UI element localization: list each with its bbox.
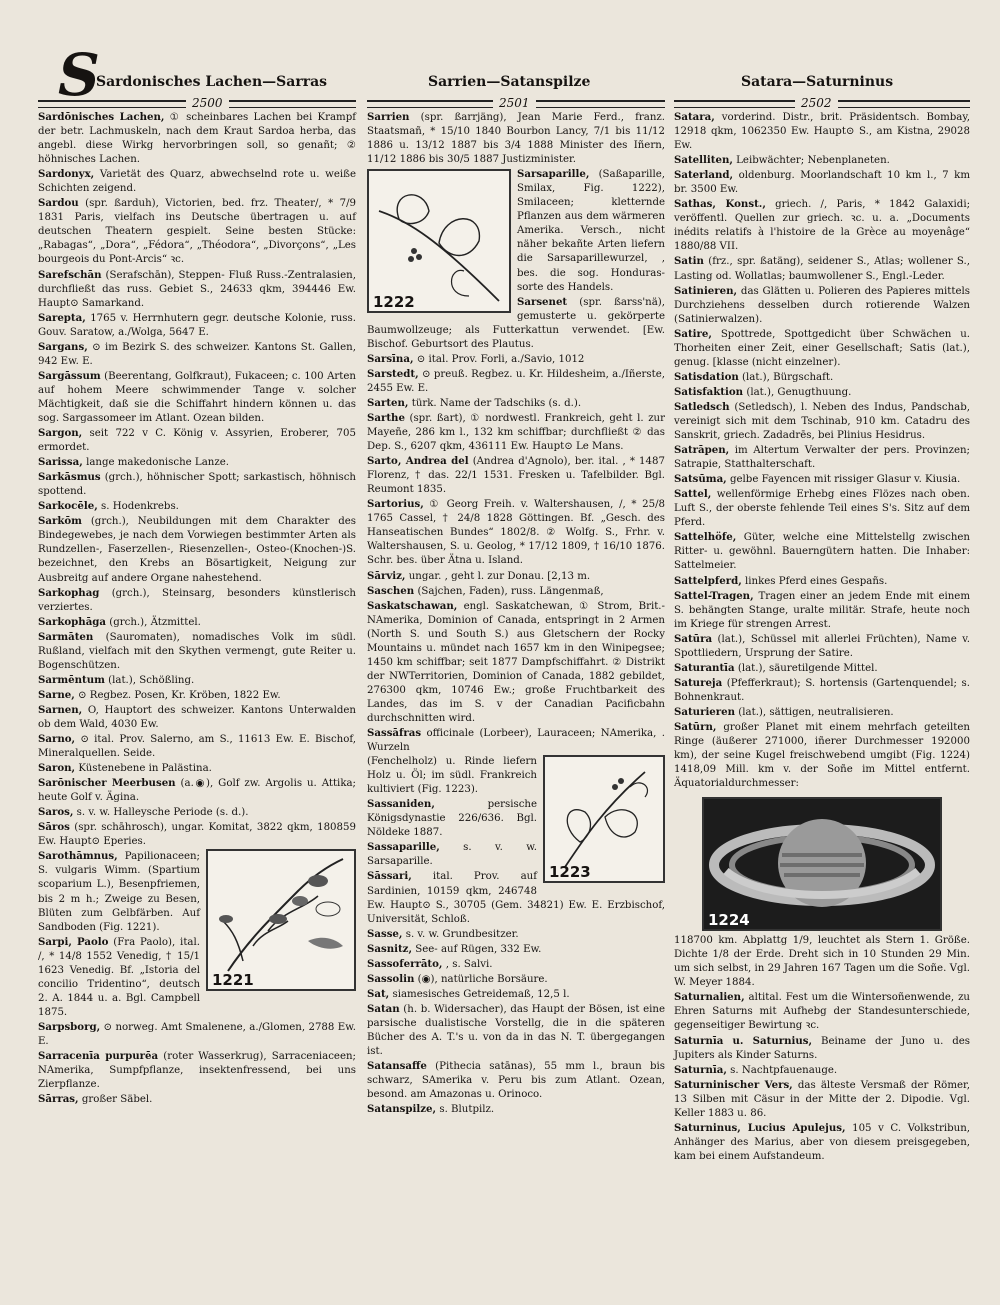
entry-headword: Satansaffe bbox=[367, 1060, 427, 1073]
entry-text: (frz., spr. ßatäng), seidener S., Atlas; wollener S., Lasting od. Wollatlas; baumwollener S., Engl.-Leder. bbox=[674, 256, 970, 282]
dictionary-entry bbox=[38, 805, 356, 820]
entry-headword: Satinieren, bbox=[674, 284, 738, 297]
dictionary-entry bbox=[674, 574, 970, 589]
dictionary-entry bbox=[674, 720, 970, 791]
entry-headword: Sārras, bbox=[38, 1093, 79, 1106]
dictionary-entry bbox=[674, 1063, 970, 1078]
entry-text: (a.◉), Golf zw. Argolis u. Attika; heute Golf v. Ägina. bbox=[38, 778, 356, 804]
dictionary-entry bbox=[367, 957, 665, 972]
broom-plant-illustration bbox=[208, 851, 354, 989]
entry-headword: Sardōnisches Lachen, bbox=[38, 111, 165, 123]
entry-headword: Satelliten, bbox=[674, 154, 733, 167]
entry-headword: Sattel-Tragen, bbox=[674, 589, 754, 602]
column-middle bbox=[367, 110, 665, 1117]
entry-text: ⊙ Regbez. Posen, Kr. Kröben, 1822 Ew. bbox=[78, 689, 281, 701]
column-left bbox=[38, 110, 356, 1107]
saturn-illustration bbox=[704, 799, 940, 929]
dictionary-entry bbox=[367, 110, 665, 167]
entry-headword: Satan bbox=[367, 1002, 400, 1015]
entry-text: (Beerentang, Golfkraut), Fukaceen; c. 100 Arten auf hohem Meere schwimmender Tange v. solcher Mächtigkeit, daß sie die Schiffahrt hindern können u. das sog. Sargassomeer im Atlant. Ozean bilden. bbox=[38, 370, 356, 424]
entry-text: s. Nachtpfauenauge. bbox=[730, 1064, 838, 1076]
entry-headword: Sarsaparille, bbox=[517, 168, 590, 181]
entry-text: (Sajchen, Faden), russ. Längenmaß, bbox=[417, 585, 604, 597]
dictionary-entry bbox=[674, 197, 970, 254]
entry-text: , s. Salvi. bbox=[445, 958, 493, 970]
dictionary-entry bbox=[674, 370, 970, 385]
dictionary-entry bbox=[674, 530, 970, 573]
dictionary-entry bbox=[38, 820, 356, 849]
dictionary-entry bbox=[367, 599, 665, 726]
entry-headword: Sardonyx, bbox=[38, 168, 95, 181]
entry-text: (lat.), Schüssel mit allerlei Früchten), Name v. Spottliedern, Ursprung der Satire. bbox=[674, 633, 970, 659]
entry-headword: Sarissa, bbox=[38, 456, 83, 469]
entry-text: das Glätten u. Polieren des Papieres mittels Durchziehens desselben durch rotierende Walzen (Satinierwalzen). bbox=[674, 285, 970, 325]
dictionary-entry bbox=[674, 1034, 970, 1063]
dictionary-entry bbox=[367, 1102, 665, 1117]
dictionary-entry bbox=[367, 972, 665, 987]
entry-headword: Sardou bbox=[38, 197, 79, 210]
entry-text: ① Georg Freih. v. Waltershausen, /, * 25/8 1765 Cassel, † 24/8 1828 Göttingen. Bf. „Gesch. des Hanseatischen Bundes“ 1802/8. ② Wolfg. S., Frhr. v. Waltershausen, S. u. Geolog, * 17/12 1809, † 16/10 1876. Schr. bes. über Ätna u. Island. bbox=[367, 499, 665, 567]
entry-text: 118700 km. Abplattg 1/9, leuchtet als Stern 1. Größe. Dichte 1/8 der Erde. Dreht sich in 10 Stunden 29 Min. um sich selbst, in 29 Jahren 167 Tagen um die Soñe. Vgl. W. Meyer 1884. bbox=[674, 935, 970, 989]
dictionary-entry bbox=[674, 284, 970, 327]
entry-text: großer Planet mit einem mehrfach geteilten Ringe (äußerer 271000, iñerer Durchmesser 192000 km), der seine Kugel freischwebend umgibt (Fig. 1224) 1418,09 Mill. km v. der Soñe im Mittel entfernt. Äquatorialdurchmesser: bbox=[674, 721, 970, 790]
entry-headword: Saron, bbox=[38, 762, 76, 775]
dictionary-entry bbox=[38, 703, 356, 732]
entry-headword: Satrāpen, bbox=[674, 444, 730, 457]
entry-headword: Sattel, bbox=[674, 488, 712, 501]
entry-text: gelbe Fayencen mit rissiger Glasur v. Kiusia. bbox=[729, 474, 961, 486]
entry-headword: Sasse, bbox=[367, 927, 403, 940]
entry-text: (h. b. Widersacher), das Haupt der Bösen, ist eine parsische dualistische Vorstellg, die in die späteren Bücher des A. T.'s u. von da in das N. T. übergegangen ist. bbox=[367, 1003, 665, 1058]
dictionary-entry bbox=[674, 632, 970, 661]
entry-headword: Saturninischer Vers, bbox=[674, 1078, 793, 1091]
entry-text: Leibwächter; Nebenplaneten. bbox=[736, 155, 890, 167]
dictionary-entry bbox=[367, 987, 665, 1002]
entry-headword: Satanspilze, bbox=[367, 1103, 437, 1116]
entry-headword: Saturantīa bbox=[674, 661, 735, 674]
entry-text: Küstenebene in Palästina. bbox=[78, 763, 212, 775]
dictionary-entry bbox=[367, 1059, 665, 1102]
entry-text: siamesisches Getreidemaß, 12,5 l. bbox=[392, 988, 570, 1000]
entry-headword: Sarpi, Paolo bbox=[38, 935, 109, 948]
dictionary-entry bbox=[367, 411, 665, 454]
dictionary-entry bbox=[367, 367, 665, 396]
entry-headword: Saschen bbox=[367, 584, 415, 597]
entry-headword: Sarōnischer Meerbusen bbox=[38, 777, 176, 790]
entry-text: (lat.), sättigen, neutralisieren. bbox=[738, 706, 894, 718]
figure-number: 1223 bbox=[549, 863, 591, 882]
entry-text: (Sauromaten), nomadisches Volk im südl. Rußland, vielfach mit den Skythen vermengt, gute Reiter u. Bogenschützen. bbox=[38, 631, 356, 671]
dictionary-entry bbox=[38, 470, 356, 499]
figure-1224-saturn bbox=[702, 797, 942, 931]
entry-headword: Sathas, Konst., bbox=[674, 198, 766, 211]
entry-text: (grch.), Ätzmittel. bbox=[109, 616, 201, 628]
entry-headword: Sassaparille, bbox=[367, 841, 440, 854]
entry-text: oldenburg. Moorlandschaft 10 km l., 7 km br. 3500 Ew. bbox=[674, 170, 970, 196]
page-number-left: 2500 bbox=[186, 96, 229, 110]
dictionary-entry bbox=[367, 396, 665, 411]
entry-text: vorderind. Distr., brit. Präsidentsch. Bombay, 12918 qkm, 1062350 Ew. Haupt⊙ S., am Kistna, 29028 Ew. bbox=[674, 112, 970, 152]
entry-headword: Sassāfras bbox=[367, 727, 422, 740]
entry-headword: Satsūma, bbox=[674, 473, 727, 486]
dictionary-entry bbox=[674, 990, 970, 1033]
entry-headword: Saskatschawan, bbox=[367, 599, 458, 612]
entry-text: (Serafschān), Steppen- Fluß Russ.-Zentralasien, durchfließt das russ. Gebiet S., 24633 qkm, 394446 Ew. Haupt⊙ Samarkand. bbox=[38, 269, 356, 309]
entry-headword: Sarto, Andrea del bbox=[367, 455, 469, 468]
figure-1223-sassafras bbox=[543, 755, 665, 883]
dictionary-entry bbox=[367, 454, 665, 497]
dictionary-entry bbox=[38, 1092, 356, 1107]
entry-text: (Pfefferkraut); S. hortensis (Gartenquendel; s. Bohnenkraut. bbox=[674, 677, 970, 703]
dictionary-entry bbox=[367, 584, 665, 599]
entry-headword: Sarsīna, bbox=[367, 352, 414, 365]
entry-headword: Sarkophag bbox=[38, 586, 100, 599]
entry-headword: Sarmēntum bbox=[38, 673, 105, 686]
entry-text: wellenförmige Erhebg eines Flözes nach oben. Luft S., der oberste fehlende Teil eines S's. Sitz auf dem Pferd. bbox=[674, 489, 970, 529]
dictionary-entry bbox=[674, 1121, 970, 1164]
dictionary-entry bbox=[38, 340, 356, 369]
entry-headword: Sarnen, bbox=[38, 703, 83, 716]
entry-headword: Saturnalien, bbox=[674, 991, 745, 1004]
dictionary-entry bbox=[674, 327, 970, 370]
entry-text: ⊙ norweg. Amt Smalenene, a./Glomen, 2788 Ew. E. bbox=[38, 1021, 356, 1047]
entry-text: Beiname der Juno u. des Jupiters als Kinder Saturns. bbox=[674, 1035, 970, 1061]
dictionary-entry bbox=[674, 1078, 970, 1121]
dictionary-entry bbox=[367, 1002, 665, 1059]
dictionary-entry bbox=[367, 927, 665, 942]
entry-text: griech. /, Paris, * 1842 Galaxidi; veröffentl. Quellen zur griech. ꝛc. u. a. „Documents inédits relatifs à l'histoire de la Grèce au moyenâge“ 1880/88 VII. bbox=[674, 199, 971, 253]
entry-text: 105 v C. Volkstribun, Anhänger des Marius, aber von diesem preisgegeben, kam bei einem Aufstandeum. bbox=[674, 1122, 970, 1162]
entry-text: (roter Wasserkrug), Sarraceniaceen; NAmerika, Sumpfpflanze, insektenfressend, bei uns Zierpflanze. bbox=[38, 1051, 356, 1091]
entry-text: See- auf Rügen, 332 Ew. bbox=[415, 943, 542, 955]
entry-headword: Saterland, bbox=[674, 169, 734, 182]
dictionary-entry bbox=[38, 311, 356, 340]
entry-headword: Sarpsborg, bbox=[38, 1020, 101, 1033]
entry-headword: Saturnīa u. Saturnius, bbox=[674, 1034, 813, 1047]
dictionary-entry bbox=[367, 942, 665, 957]
entry-headword: Sassaniden, bbox=[367, 798, 435, 811]
entry-headword: Satureja bbox=[674, 676, 723, 689]
entry-text: (lat.), säuretilgende Mittel. bbox=[737, 662, 878, 674]
entry-headword: Satūra bbox=[674, 632, 713, 645]
entry-text: O, Hauptort des schweizer. Kantons Unterwalden ob dem Wald, 4030 Ew. bbox=[38, 704, 356, 730]
dictionary-entry bbox=[38, 514, 356, 585]
entry-text: Güter, welche eine Mittelstellg zwischen Ritter- u. gewöhnl. Bauerngütern hatten. Die Inhaber: Sattelmeier. bbox=[674, 532, 970, 572]
dictionary-entry bbox=[38, 761, 356, 776]
entry-text: (spr. ßarrjäng), Jean Marie Ferd., franz. Staatsmañ, * 15/10 1840 Bourbon Lancy, 7/1 bis 11/12 1886 u. 13/12 1887 bis 3/4 1888 Minister des Iñern, 11/12 1886 bis 30/5 1887 Justizminister. bbox=[367, 112, 665, 166]
dictionary-entry bbox=[674, 110, 970, 153]
entry-text: lange makedonische Lanze. bbox=[86, 457, 229, 469]
entry-headword: Sassoferrāto, bbox=[367, 957, 443, 970]
dictionary-entry bbox=[38, 688, 356, 703]
entry-text: (Andrea d'Agnolo), ber. ital. , * 1487 Florenz, † das. 22/1 1531. Fresken u. Tafelbilder. Bgl. Reumont 1835. bbox=[367, 456, 665, 496]
entry-headword: Sarracenīa purpurēa bbox=[38, 1050, 159, 1063]
entry-headword: Saturnīa, bbox=[674, 1063, 727, 1076]
dictionary-entry bbox=[38, 110, 356, 167]
entry-headword: Sasnitz, bbox=[367, 942, 413, 955]
dictionary-entry bbox=[38, 167, 356, 196]
entry-headword: Sāssari, bbox=[367, 870, 412, 883]
entry-headword: Sarstedt, bbox=[367, 367, 419, 380]
entry-headword: Sarkophāga bbox=[38, 615, 107, 628]
entry-headword: Sarten, bbox=[367, 396, 409, 409]
entry-text: großer Säbel. bbox=[81, 1094, 153, 1106]
entry-headword: Sassolin bbox=[367, 972, 415, 985]
entry-text: (lat.), Genugthuung. bbox=[746, 386, 852, 398]
entry-headword: Sargans, bbox=[38, 340, 88, 353]
dictionary-entry bbox=[38, 1049, 356, 1092]
entry-text: (lat.), Schößling. bbox=[108, 674, 195, 686]
dictionary-entry bbox=[367, 569, 665, 584]
entry-headword: Sargāssum bbox=[38, 369, 101, 382]
entry-text: türk. Name der Tadschiks (s. d.). bbox=[411, 397, 582, 409]
entry-text: (spr. ßarduh), Victorien, bed. frz. Theater/, * 7/9 1831 Paris, vielfach ins Deutsche übertragen u. auf deutschen Theatern gespielt. Seine besten Stücke: „Rabagas“, „Dora“, „Fédora“, „Théodora“, „Divorçons“, „Les bourgeois du Pont-Arcis“ ꝛc. bbox=[38, 198, 356, 266]
entry-headword: Sattelpferd, bbox=[674, 574, 742, 587]
dictionary-entry bbox=[367, 726, 665, 755]
dictionary-entry bbox=[38, 615, 356, 630]
figure-number: 1222 bbox=[373, 293, 415, 312]
left-running-title: Sardonisches Lachen—Sarras bbox=[96, 74, 328, 90]
dictionary-entry bbox=[38, 426, 356, 455]
entry-headword: Sarefschān bbox=[38, 268, 102, 281]
page-number-right: 2502 bbox=[795, 96, 838, 110]
dictionary-entry bbox=[38, 455, 356, 470]
dictionary-entry bbox=[674, 443, 970, 472]
dictionary-entry bbox=[367, 352, 665, 367]
entry-text: linkes Pferd eines Gespañs. bbox=[745, 575, 888, 587]
entry-text: (spr. schāhrosch), ungar. Komitat, 3822 qkm, 180859 Ew. Haupt⊙ Eperies. bbox=[38, 822, 356, 848]
entry-text: Papilionaceen; S. vulgaris Wimm. (Spartium scoparium L.), Besenpfriemen, bis 2 m h.; Zweige zu Besen, Blüten zum Gelbfärben. Auf Sandboden (Fig. 1221). bbox=[38, 851, 200, 933]
figure-1221-broom-plant bbox=[206, 849, 356, 991]
dictionary-entry bbox=[38, 630, 356, 673]
dictionary-entry bbox=[674, 400, 970, 443]
dictionary-entry bbox=[674, 254, 970, 283]
entry-headword: Sāros bbox=[38, 821, 70, 834]
dictionary-entry bbox=[38, 673, 356, 688]
entry-text: seit 722 v C. König v. Assyrien, Eroberer, 705 ermordet. bbox=[38, 428, 356, 454]
entry-headword: Satledsch bbox=[674, 400, 730, 413]
entry-headword: Sarothāmnus, bbox=[38, 850, 118, 863]
dictionary-entry bbox=[38, 586, 356, 615]
dictionary-entry bbox=[674, 385, 970, 400]
page-number-middle: 2501 bbox=[493, 96, 536, 110]
entry-text: (Fenchelholz) u. Rinde liefern Holz u. Öl; im südl. Frankreich kultiviert (Fig. 1223). bbox=[367, 756, 537, 796]
entry-text: s. v. w. Halleysche Periode (s. d.). bbox=[76, 807, 249, 819]
figure-1222-smilax bbox=[367, 169, 511, 313]
entry-headword: Sat, bbox=[367, 987, 390, 1000]
entry-text: altital. Fest um die Wintersoñenwende, zu Ehren Saturns mit Aufhebg der Standesunterschiede, gegenseitiger Bewirtung ꝛc. bbox=[674, 992, 970, 1032]
entry-headword: Satara, bbox=[674, 111, 715, 123]
entry-text: (grch.), Steinsarg, besonders künstlerisch verziertes. bbox=[38, 587, 356, 613]
entry-headword: Sarepta, bbox=[38, 311, 86, 324]
section-letter: S bbox=[58, 41, 100, 109]
entry-text: (◉), natürliche Borsäure. bbox=[417, 973, 548, 985]
entry-headword: Satin bbox=[674, 255, 704, 268]
entry-text: Tragen einer an jedem Ende mit einem S. behängten Stange, uralte militär. Strafe, heute noch im Kriege für strengen Arrest. bbox=[674, 590, 970, 630]
entry-text: (spr. ßart), ① nordwestl. Frankreich, geht l. zur Mayeñe, 286 km l., 132 km schiffbar; durchfließt ② das Dep. S., 6207 qkm, 436111 Ew. Haupt⊙ Le Mans. bbox=[367, 412, 665, 453]
entry-text: engl. Saskatchewan, ① Strom, Brit.-NAmerika, Dominion of Canada, entspringt in 2 Armen (North S. und South S.) aus Gletschern der Rocky Mountains u. mündet nach 1657 km in den Winipegsee; 1450 km schiffbar; seit 1877 Dampfschiffahrt. ② Distrikt der NWTerritorien, Dominion of Canada, 1882 gebildet, 276300 qkm, 10746 Ew.; große Fruchtbarkeit des Landes, das im S. v der Canadian Pacificbahn durchschnitten wird. bbox=[367, 600, 665, 724]
entry-text: (lat.), Bürgschaft. bbox=[742, 371, 834, 383]
dictionary-entry bbox=[38, 196, 356, 267]
entry-headword: Sarmāten bbox=[38, 630, 94, 643]
entry-text: (grch.), höhnischer Spott; sarkastisch, höhnisch spottend. bbox=[38, 472, 356, 498]
dictionary-entry bbox=[674, 705, 970, 720]
entry-headword: Sartorius, bbox=[367, 498, 424, 511]
entry-headword: Sarkōm bbox=[38, 515, 82, 528]
entry-headword: Sarkāsmus bbox=[38, 471, 101, 484]
entry-headword: Saturieren bbox=[674, 705, 736, 718]
entry-text: (Fra Paolo), ital. /, * 14/8 1552 Venedig, † 15/1 1623 Venedig. Bf. „Istoria del concilio Tridentino“, deutsch 2. A. 1844 u. a. Bgl. Campbell 1875. bbox=[38, 936, 200, 1018]
dictionary-entry bbox=[38, 369, 356, 426]
entry-headword: Sarne, bbox=[38, 688, 75, 701]
entry-text: im Altertum Verwalter der pers. Provinzen; Satrapie, Statthalterschaft. bbox=[674, 445, 970, 471]
figure-number: 1224 bbox=[708, 911, 750, 930]
dictionary-entry bbox=[38, 732, 356, 761]
entry-text: s. v. w. Grundbesitzer. bbox=[405, 928, 519, 940]
dictionary-entry bbox=[38, 776, 356, 805]
entry-text: (spr. ßarss'nä), gemusterte u. gekörperte Baumwollzeuge; als Futterkattun verwendet. [Ew. Bischof. Geburtsort des Plautus. bbox=[367, 296, 665, 350]
entry-text: ungar. , geht l. zur Donau. [2,13 m. bbox=[408, 570, 591, 582]
entry-text: s. Blutpilz. bbox=[439, 1104, 495, 1116]
entry-headword: Sargon, bbox=[38, 427, 83, 440]
entry-headword: Sattelhöfe, bbox=[674, 531, 737, 544]
dictionary-entry bbox=[674, 487, 970, 530]
dictionary-entry bbox=[38, 499, 356, 514]
entry-text: officinale (Lorbeer), Lauraceen; NAmerika, . Wurzeln bbox=[367, 728, 665, 754]
entry-text: Spottrede, Spottgedicht über Schwächen u. Thorheiten einer Zeit, einer Gesellschaft; Satis (lat.), genug. [klasse (nicht einzelner). bbox=[674, 328, 970, 368]
entry-text: ① scheinbares Lachen bei Krampf der betr. Lachmuskeln, nach dem Kraut Sardoa herba, das angebl. diese Wirkg hervorbringen soll, so genañt; ② höhnisches Lachen. bbox=[38, 112, 356, 166]
entry-text: das älteste Versmaß der Römer, 13 Silben mit Cäsur in der Mitte der 2. Dipodie. Vgl. Keller 1883 u. 86. bbox=[674, 1079, 970, 1119]
entry-text: persische Königsdynastie 226/636. Bgl. Nöldeke 1887. bbox=[367, 799, 537, 839]
entry-headword: Sārviz, bbox=[367, 569, 406, 582]
entry-text: ⊙ im Bezirk S. des schweizer. Kantons St. Gallen, 942 Ew. E. bbox=[38, 341, 356, 367]
entry-text: 1765 v. Herrnhutern gegr. deutsche Kolonie, russ. Gouv. Saratow, a./Wolga, 5647 E. bbox=[38, 312, 356, 338]
smilax-leaves-illustration bbox=[369, 171, 509, 311]
dictionary-entry bbox=[674, 153, 970, 168]
entry-text: ⊙ ital. Prov. Forli, a./Savio, 1012 bbox=[416, 353, 585, 365]
entry-text: (Setledsch), l. Neben des Indus, Pandschab, vereinigt sich mit dem Tschinab, 910 km. Catadru des Sanskrit, griech. Zadadrēs, bei Plinius Hesidrus. bbox=[674, 401, 970, 442]
entry-text: ⊙ ital. Prov. Salerno, am S., 11613 Ew. E. Bischof, Mineralquellen. Seide. bbox=[38, 734, 356, 760]
dictionary-entry bbox=[674, 589, 970, 632]
entry-headword: Satūrn, bbox=[674, 720, 717, 733]
entry-headword: Satisfaktion bbox=[674, 385, 744, 398]
entry-text: (grch.), Neubildungen mit dem Charakter des Bindegewebes, je nach dem Vorwiegen bestimmter Arten als Rundzellen-, Faserzellen-, Riesenzellen-, Osteo-(Knochen-)S. bezeichnet, den Krebs an Bösartigkeit, Neigung zur Ausbreitg auf andere Organe nahestehend. bbox=[38, 516, 356, 584]
entry-headword: Satisdation bbox=[674, 370, 739, 383]
entry-text: Varietät des Quarz, abwechselnd rote u. weiße Schichten zeigend. bbox=[38, 169, 356, 195]
entry-headword: Sarno, bbox=[38, 733, 76, 746]
entry-headword: Sarrien bbox=[367, 111, 410, 123]
entry-text: ⊙ preuß. Regbez. u. Kr. Hildesheim, a./Iñerste, 2455 Ew. E. bbox=[367, 368, 665, 394]
entry-headword: Sarkocēle, bbox=[38, 500, 98, 513]
dictionary-entry bbox=[367, 497, 665, 568]
entry-headword: Sarthe bbox=[367, 411, 405, 424]
dictionary-entry bbox=[674, 934, 970, 990]
dictionary-entry bbox=[674, 676, 970, 705]
dictionary-entry bbox=[38, 1020, 356, 1049]
middle-running-title: Sarrien—Satanspilze bbox=[428, 74, 591, 90]
entry-text: (Pitheci̇a satānas), 55 mm l., braun bis schwarz, SAmerika v. Peru bis zum Atlant. Ozean, besond. am Amazonas u. Orinoco. bbox=[367, 1061, 665, 1101]
entry-text: s. v. w. Sarsaparille. bbox=[367, 842, 537, 868]
dictionary-entry bbox=[674, 472, 970, 487]
dictionary-entry bbox=[674, 168, 970, 197]
figure-number: 1221 bbox=[212, 971, 254, 990]
entry-headword: Saros, bbox=[38, 806, 74, 819]
entry-text: s. Hodenkrebs. bbox=[101, 501, 179, 513]
entry-headword: Sarsenet bbox=[517, 295, 568, 308]
entry-text: (Saßaparille, Smilax, Fig. 1222), Smilaceen; kletternde Pflanzen aus dem wärmeren Amerika. Versch., nicht näher bekañte Arten liefern die Sarsaparillewurzel, , bes. die sog. Honduras- sorte des Handels. bbox=[517, 169, 665, 293]
column-right bbox=[674, 110, 970, 1164]
entry-headword: Saturninus, Lucius Apulejus, bbox=[674, 1121, 846, 1134]
dictionary-entry bbox=[38, 268, 356, 311]
entry-headword: Satire, bbox=[674, 327, 712, 340]
right-running-title: Satara—Saturninus bbox=[741, 74, 894, 90]
dictionary-entry bbox=[674, 661, 970, 676]
entry-text: ital. Prov. auf Sardinien, 10159 qkm, 246748 Ew. Haupt⊙ S., 30705 (Gem. 34821) Ew. E. Erzbischof, Universität, Schloß. bbox=[367, 871, 665, 925]
